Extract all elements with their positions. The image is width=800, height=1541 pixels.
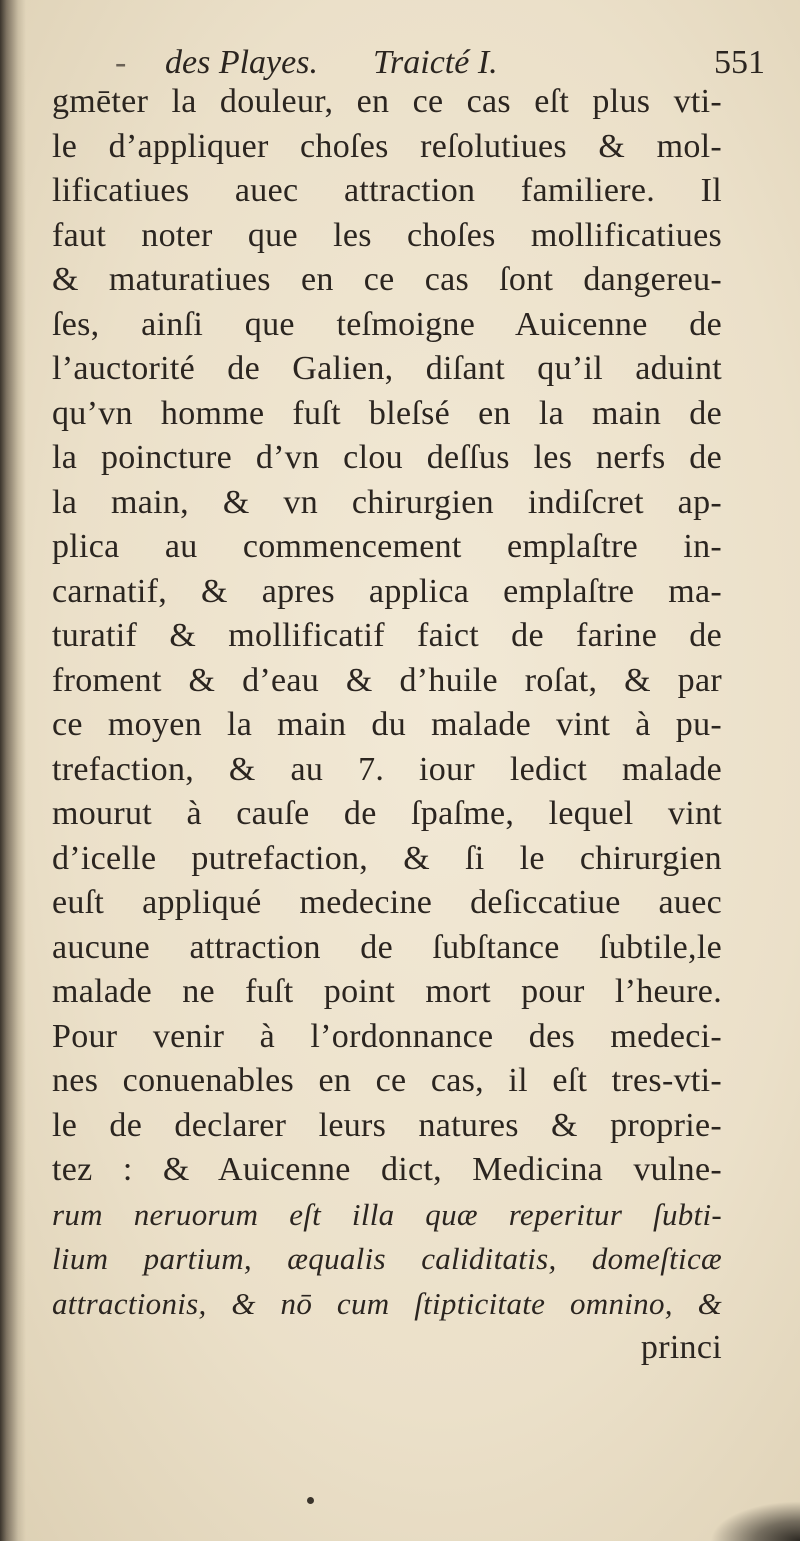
text-line: princi xyxy=(640,1329,722,1366)
header-dash: - xyxy=(115,44,127,81)
text-line: euſt appliqué medecine deſiccatiue auec xyxy=(52,884,722,921)
ink-spot xyxy=(307,1497,314,1504)
text-line: lium partium, æqualis caliditatis, domeſticæ xyxy=(52,1241,722,1276)
text-line: & maturatiues en ce cas ſont dangereu- xyxy=(52,261,722,298)
text-line: ce moyen la main du malade vint à pu- xyxy=(52,706,722,743)
text-line: carnatif, & apres applica emplaſtre ma- xyxy=(52,572,722,610)
corner-shadow xyxy=(710,1501,800,1541)
text-line: rum neruorum eſt illa quæ reperitur ſubti- xyxy=(52,1196,722,1232)
text-line: nes conuenables en ce cas, il eſt tres-vti- xyxy=(52,1062,722,1099)
text-line: Pour venir à l’ordonnance des medeci- xyxy=(52,1017,722,1055)
text-line: qu’vn homme fuſt bleſsé en la main de xyxy=(52,394,722,432)
text-line: ſes, ainſi que teſmoigne Auicenne de xyxy=(52,305,722,343)
text-line: faut noter que les choſes mollificatiues xyxy=(52,216,722,254)
text-line: malade ne fuſt point mort pour l’heure. xyxy=(52,973,722,1010)
text-line: le d’appliquer choſes reſolutiues & mol- xyxy=(52,127,722,165)
binding-shadow xyxy=(0,0,26,1541)
text-line: tez : & Auicenne dict, Medicina vulne- xyxy=(52,1151,722,1188)
text-line: attractionis, & nō cum ſtipticitate omnino, & xyxy=(52,1285,722,1321)
text-line: mourut à cauſe de ſpaſme, lequel vint xyxy=(52,795,722,832)
text-line: plica au commencement emplaſtre in- xyxy=(52,528,722,565)
text-line: l’auctorité de Galien, diſant qu’il aduint xyxy=(52,350,722,387)
text-line: trefaction, & au 7. iour ledict malade xyxy=(52,750,722,788)
text-line: froment & d’eau & d’huile roſat, & par xyxy=(52,661,722,699)
text-line: la main, & vn chirurgien indiſcret ap- xyxy=(52,483,722,521)
text-line: gmēter la douleur, en ce cas eſt plus vti- xyxy=(52,83,722,120)
text-line: aucune attraction de ſubſtance ſubtile,le xyxy=(52,928,722,966)
page-number: 551 xyxy=(714,44,765,81)
text-line: d’icelle putrefaction, & ſi le chirurgien xyxy=(52,839,722,877)
text-line: le de declarer leurs natures & proprie- xyxy=(52,1106,722,1144)
header-section-title: des Playes. xyxy=(165,44,318,81)
body-text xyxy=(52,80,722,1371)
header-treatise: Traicté I. xyxy=(373,44,498,81)
text-line: la poincture d’vn clou deſſus les nerfs de xyxy=(52,439,722,476)
text-line: lificatiues auec attraction familiere. Il xyxy=(52,172,722,209)
text-line: turatif & mollificatif faict de farine de xyxy=(52,617,722,654)
